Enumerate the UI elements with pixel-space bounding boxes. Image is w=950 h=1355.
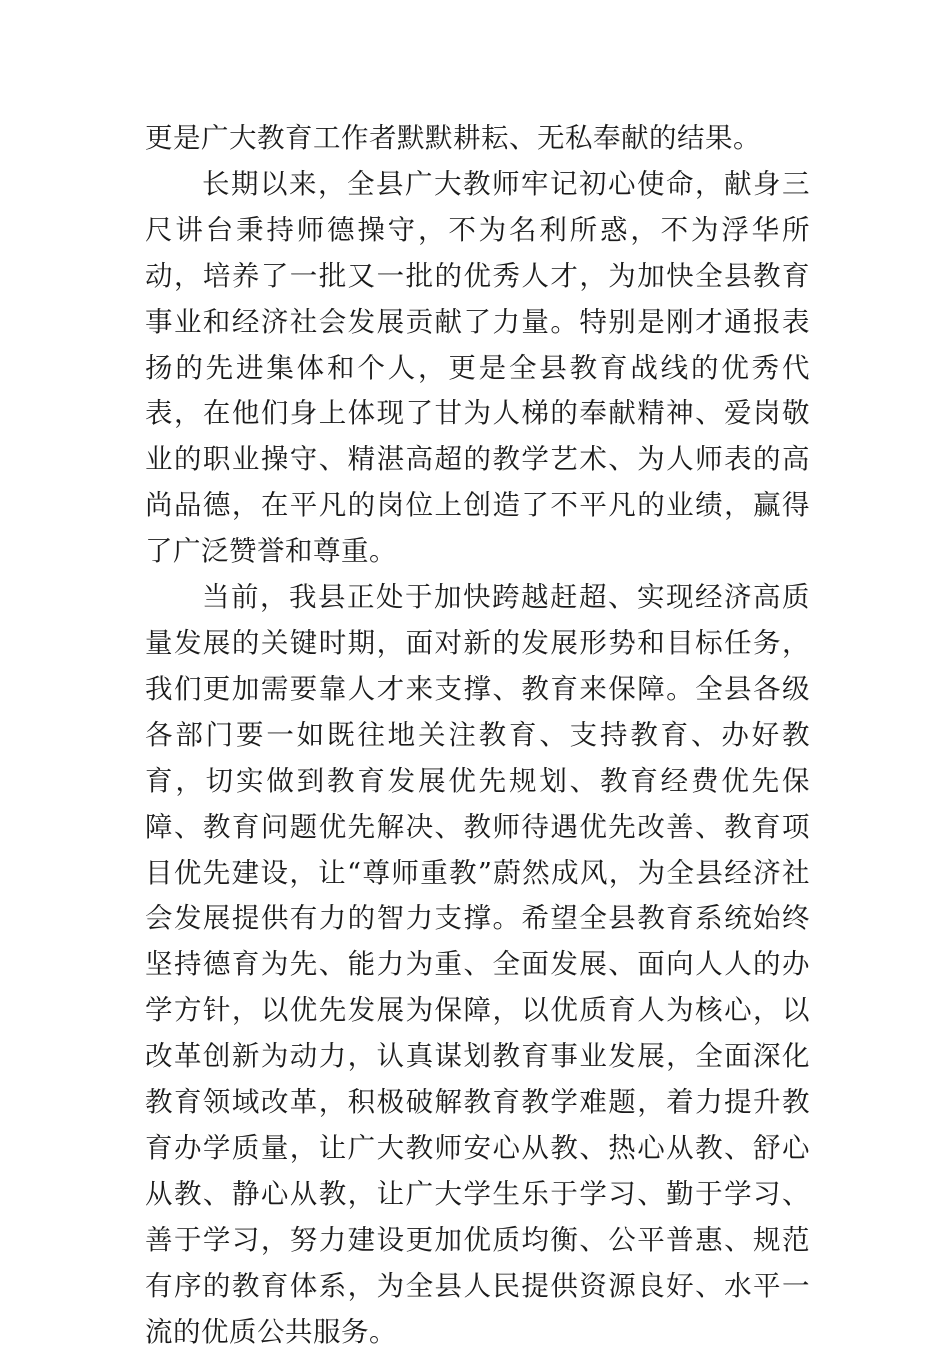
paragraph-continuation: 更是广大教育工作者默默耕耘、无私奉献的结果。 (145, 122, 761, 154)
paragraph-current-priorities: 当前，我县正处于加快跨越赶超、实现经济高质量发展的关键时期，面对新的发展形势和目标任务，我们更加需要靠人才来支撑、教育来保障。全县各级各部门要一如既往地关注教育、支持教育、办好教育，切实做到教育发展优先规划、教育经费优先保障、教育问题优先解决、教师待遇优先改善、教育项目优先建设，让“尊师重教”蔚然成风，为全县经济社会发展提供有力的智力支撑。希望全县教育系统始终坚持德育为先、能力为重、全面发展、面向人人的办学方针，以优先发展为保障，以优质育人为核心，以改革创新为动力，认真谋划教育事业发展，全面深化教育领域改革，积极破解教育教学难题，着力提升教育办学质量，让广大教师安心从教、热心从教、舒心从教、静心从教，让广大学生乐于学习、勤于学习、善于学习，努力建设更加优质均衡、公平普惠、规范有序的教育体系，为全县人民提供资源良好、水平一流的优质公共服务。 (145, 581, 810, 1348)
paragraph-teachers-contribution: 长期以来，全县广大教师牢记初心使命，献身三尺讲台秉持师德操守，不为名利所惑，不为浮华所动，培养了一批又一批的优秀人才，为加快全县教育事业和经济社会发展贡献了力量。特别是刚才通报表扬的先进集体和个人，更是全县教育战线的优秀代表，在他们身上体现了甘为人梯的奉献精神、爱岗敬业的职业操守、精湛高超的教学艺术、为人师表的高尚品德，在平凡的岗位上创造了不平凡的业绩，赢得了广泛赞誉和尊重。 (145, 167, 810, 568)
document-body (145, 116, 810, 1355)
